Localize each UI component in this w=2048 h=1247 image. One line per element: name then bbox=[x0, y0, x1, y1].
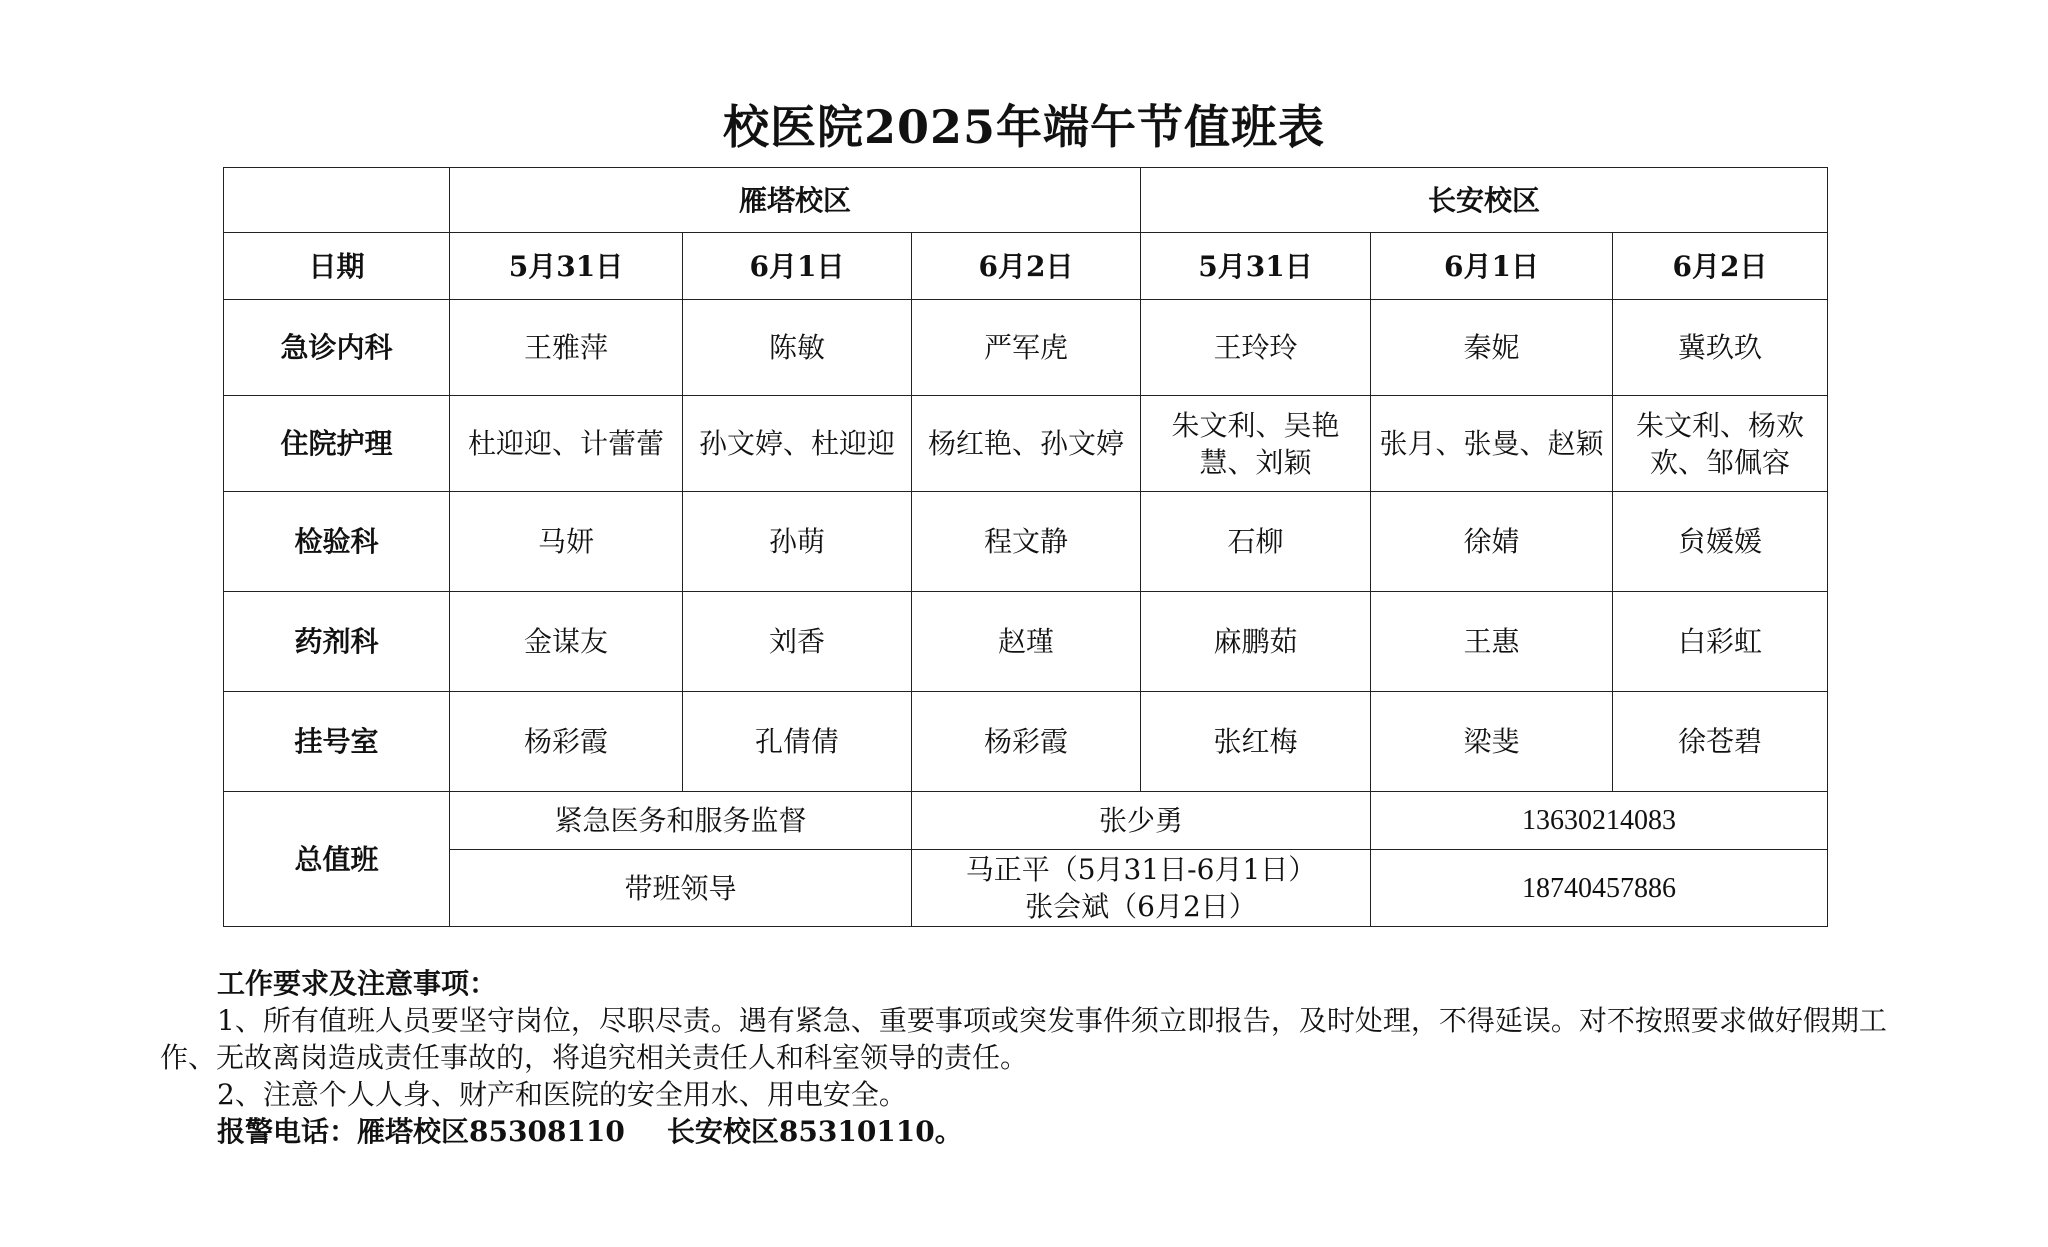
staff-cell: 王玲玲 bbox=[1141, 300, 1371, 396]
staff-cell: 程文静 bbox=[912, 492, 1141, 592]
leader-person-line: 马正平（5月31日-6月1日） bbox=[965, 853, 1317, 886]
supervision-person: 张少勇 bbox=[912, 792, 1371, 850]
staff-cell: 杨红艳、孙文婷 bbox=[912, 396, 1141, 492]
alarm-label: 报警电话： bbox=[217, 1115, 358, 1148]
date-cell: 6月2日 bbox=[1613, 233, 1828, 300]
alarm-phone-line bbox=[160, 1113, 1900, 1150]
notes-heading: 工作要求及注意事项： bbox=[217, 967, 498, 1000]
staff-cell: 金谋友 bbox=[450, 592, 683, 692]
table-row bbox=[224, 396, 1828, 492]
staff-cell: 杨彩霞 bbox=[450, 692, 683, 792]
leader-person bbox=[912, 850, 1371, 927]
staff-cell: 杨彩霞 bbox=[912, 692, 1141, 792]
duty-supervision-row bbox=[224, 792, 1828, 850]
staff-cell: 孙萌 bbox=[683, 492, 912, 592]
department-name: 住院护理 bbox=[224, 396, 450, 492]
table-row bbox=[224, 492, 1828, 592]
page-title: 校医院2025年端午节值班表 bbox=[722, 100, 1326, 154]
work-notes bbox=[160, 965, 1900, 1150]
note-item: 2、注意个人人身、财产和医院的安全用水、用电安全。 bbox=[217, 1078, 907, 1111]
duty-roster-table bbox=[223, 167, 1828, 927]
staff-cell: 陈敏 bbox=[683, 300, 912, 396]
staff-cell: 麻鹏茹 bbox=[1141, 592, 1371, 692]
staff-cell: 王惠 bbox=[1371, 592, 1613, 692]
campus-yanta: 雁塔校区 bbox=[450, 168, 1141, 233]
date-row bbox=[224, 233, 1828, 300]
date-cell: 6月2日 bbox=[912, 233, 1141, 300]
staff-cell: 赵瑾 bbox=[912, 592, 1141, 692]
staff-cell: 朱文利、杨欢欢、邹佩容 bbox=[1613, 396, 1828, 492]
department-name: 药剂科 bbox=[224, 592, 450, 692]
staff-cell: 徐婧 bbox=[1371, 492, 1613, 592]
date-cell: 6月1日 bbox=[683, 233, 912, 300]
duty-label: 总值班 bbox=[224, 792, 450, 927]
staff-cell: 杜迎迎、计蕾蕾 bbox=[450, 396, 683, 492]
staff-cell: 张红梅 bbox=[1141, 692, 1371, 792]
department-name: 挂号室 bbox=[224, 692, 450, 792]
date-cell: 5月31日 bbox=[450, 233, 683, 300]
staff-cell: 孔倩倩 bbox=[683, 692, 912, 792]
staff-cell: 秦妮 bbox=[1371, 300, 1613, 396]
campus-header-row bbox=[224, 168, 1828, 233]
staff-cell: 梁斐 bbox=[1371, 692, 1613, 792]
staff-cell: 孙文婷、杜迎迎 bbox=[683, 396, 912, 492]
staff-cell: 石柳 bbox=[1141, 492, 1371, 592]
leader-phone: 18740457886 bbox=[1371, 850, 1828, 927]
leader-person-line: 张会斌（6月2日） bbox=[1025, 890, 1257, 923]
staff-cell: 刘香 bbox=[683, 592, 912, 692]
supervision-phone: 13630214083 bbox=[1371, 792, 1828, 850]
staff-cell: 冀玖玖 bbox=[1613, 300, 1828, 396]
corner-cell bbox=[224, 168, 450, 233]
staff-cell: 朱文利、吴艳慧、刘颖 bbox=[1141, 396, 1371, 492]
campus-changan: 长安校区 bbox=[1141, 168, 1828, 233]
date-cell: 6月1日 bbox=[1371, 233, 1613, 300]
staff-cell: 白彩虹 bbox=[1613, 592, 1828, 692]
staff-cell: 严军虎 bbox=[912, 300, 1141, 396]
staff-cell: 马妍 bbox=[450, 492, 683, 592]
staff-cell: 张月、张曼、赵颖 bbox=[1371, 396, 1613, 492]
staff-cell: 王雅萍 bbox=[450, 300, 683, 396]
duty-leader-row bbox=[224, 850, 1828, 927]
supervision-role: 紧急医务和服务监督 bbox=[450, 792, 912, 850]
table-row bbox=[224, 592, 1828, 692]
table-row bbox=[224, 300, 1828, 396]
department-name: 检验科 bbox=[224, 492, 450, 592]
staff-cell: 贠媛媛 bbox=[1613, 492, 1828, 592]
alarm-yanta: 雁塔校区85308110 bbox=[357, 1115, 625, 1148]
alarm-changan: 长安校区85310110。 bbox=[666, 1115, 963, 1148]
date-label: 日期 bbox=[224, 233, 450, 300]
staff-cell: 徐苍碧 bbox=[1613, 692, 1828, 792]
leader-role: 带班领导 bbox=[450, 850, 912, 927]
note-item: 1、所有值班人员要坚守岗位，尽职尽责。遇有紧急、重要事项或突发事件须立即报告，及时处理，不得延误。对不按照要求做好假期工作、无故离岗造成责任事故的，将追究相关责任人和科室领导的责任。 bbox=[160, 1004, 1887, 1074]
department-name: 急诊内科 bbox=[224, 300, 450, 396]
table-row bbox=[224, 692, 1828, 792]
date-cell: 5月31日 bbox=[1141, 233, 1371, 300]
